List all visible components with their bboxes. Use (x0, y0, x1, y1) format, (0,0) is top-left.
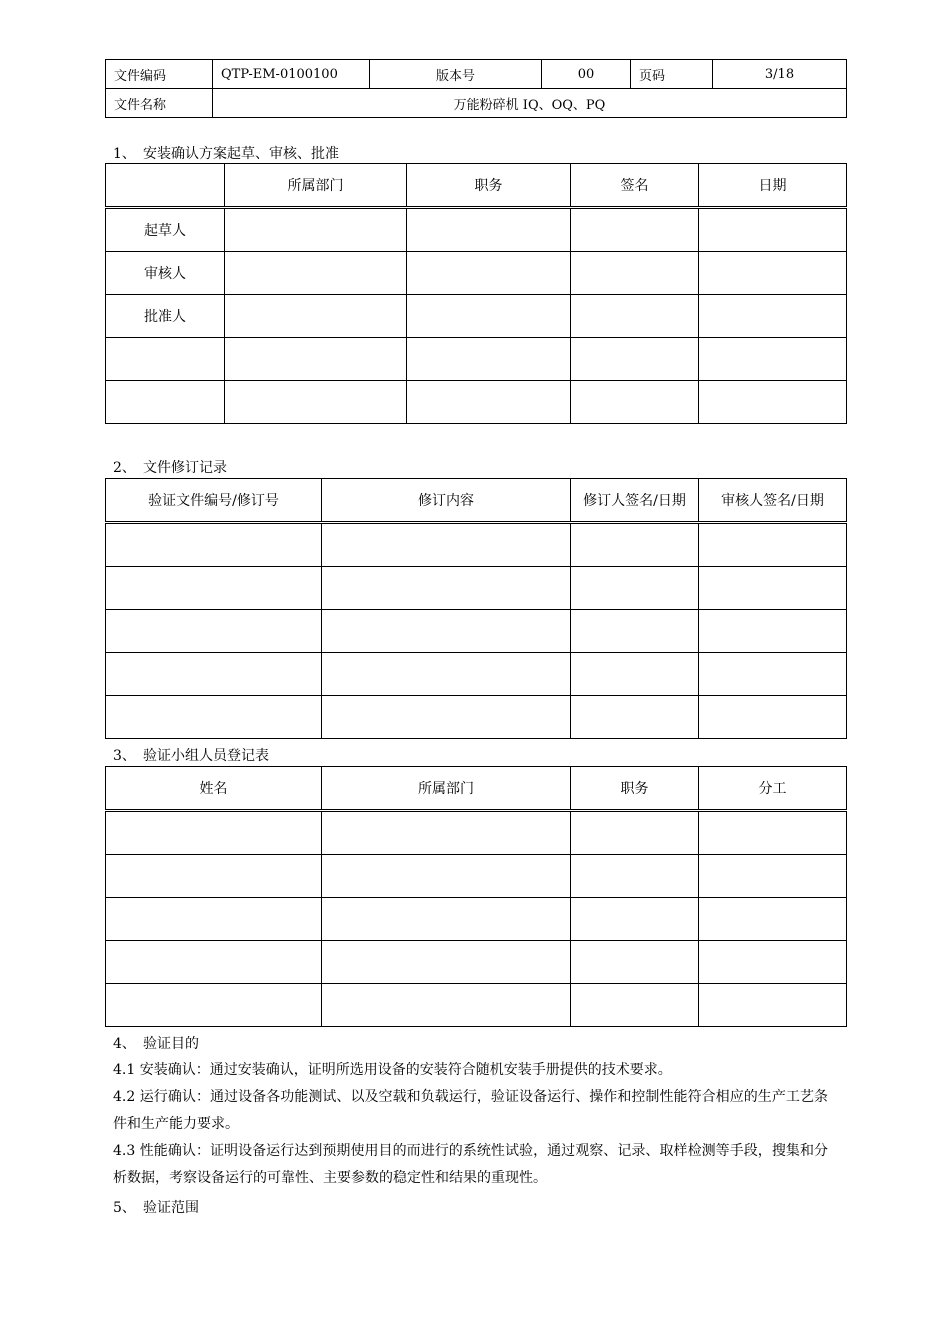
section5-heading (113, 1197, 199, 1217)
table-row (106, 208, 847, 252)
table-row (106, 610, 847, 653)
doc-name-value: 万能粉碎机 IQ、OQ、PQ (213, 89, 847, 118)
role-approver: 批准人 (106, 295, 225, 338)
table-row (106, 295, 847, 338)
table-row (106, 811, 847, 855)
section3-heading (113, 745, 269, 765)
section2-heading (113, 457, 227, 477)
table-row (106, 984, 847, 1027)
revision-table (105, 478, 847, 739)
approval-header-row (106, 164, 847, 208)
revision-header-row (106, 479, 847, 523)
version-label: 版本号 (370, 60, 542, 89)
approval-col-signature: 签名 (571, 164, 699, 208)
section5-number: 5、 (113, 1200, 136, 1216)
team-col-name: 姓名 (106, 767, 322, 811)
page-label: 页码 (631, 60, 713, 89)
section5-title: 验证范围 (143, 1200, 199, 1216)
table-row (106, 252, 847, 295)
purpose-item-4-1: 4.1 安装确认：通过安装确认，证明所选用设备的安装符合随机安装手册提供的技术要求。 (113, 1062, 672, 1078)
table-row (106, 696, 847, 739)
section2-number: 2、 (113, 460, 136, 476)
role-reviewer: 审核人 (106, 252, 225, 295)
approval-col-date: 日期 (699, 164, 847, 208)
version-value: 00 (542, 60, 631, 89)
team-col-dept: 所属部门 (322, 767, 571, 811)
approval-col-0 (106, 164, 225, 208)
table-row (106, 898, 847, 941)
table-row (106, 338, 847, 381)
purpose-item-4-3: 4.3 性能确认：证明设备运行达到预期使用目的而进行的系统性试验，通过观察、记录、取样检测等手段，搜集和分析数据，考察设备运行的可靠性、主要参数的稳定性和结果的重现性。 (113, 1143, 828, 1186)
table-row (106, 567, 847, 610)
doc-name-label: 文件名称 (106, 89, 213, 118)
table-row (106, 855, 847, 898)
team-header-row (106, 767, 847, 811)
table-row (106, 653, 847, 696)
approval-col-dept: 所属部门 (225, 164, 407, 208)
team-table (105, 766, 847, 1027)
document-header-table (105, 59, 847, 118)
section1-heading (113, 143, 339, 163)
section2-title: 文件修订记录 (143, 460, 227, 476)
role-drafter: 起草人 (106, 208, 225, 252)
approval-table (105, 163, 847, 424)
team-col-role: 分工 (699, 767, 847, 811)
team-col-position: 职务 (571, 767, 699, 811)
section3-title: 验证小组人员登记表 (143, 748, 269, 764)
revision-col-reviser: 修订人签名/日期 (571, 479, 699, 523)
doc-code-value: QTP-EM-0100100 (213, 60, 370, 89)
section3-number: 3、 (113, 748, 136, 764)
purpose-item-4-2: 4.2 运行确认：通过设备各功能测试、以及空载和负载运行，验证设备运行、操作和控制性能符合相应的生产工艺条件和生产能力要求。 (113, 1089, 828, 1132)
doc-code-label: 文件编码 (106, 60, 213, 89)
revision-col-number: 验证文件编号/修订号 (106, 479, 322, 523)
table-row (106, 381, 847, 424)
table-row (106, 523, 847, 567)
page-value: 3/18 (713, 60, 847, 89)
section1-number: 1、 (113, 146, 136, 162)
table-row (106, 941, 847, 984)
section4-title: 验证目的 (143, 1036, 199, 1052)
revision-col-content: 修订内容 (322, 479, 571, 523)
section1-title: 安装确认方案起草、审核、批准 (143, 146, 339, 162)
revision-col-reviewer: 审核人签名/日期 (699, 479, 847, 523)
section4-number: 4、 (113, 1036, 136, 1052)
section4-heading (113, 1033, 199, 1053)
approval-col-position: 职务 (407, 164, 571, 208)
